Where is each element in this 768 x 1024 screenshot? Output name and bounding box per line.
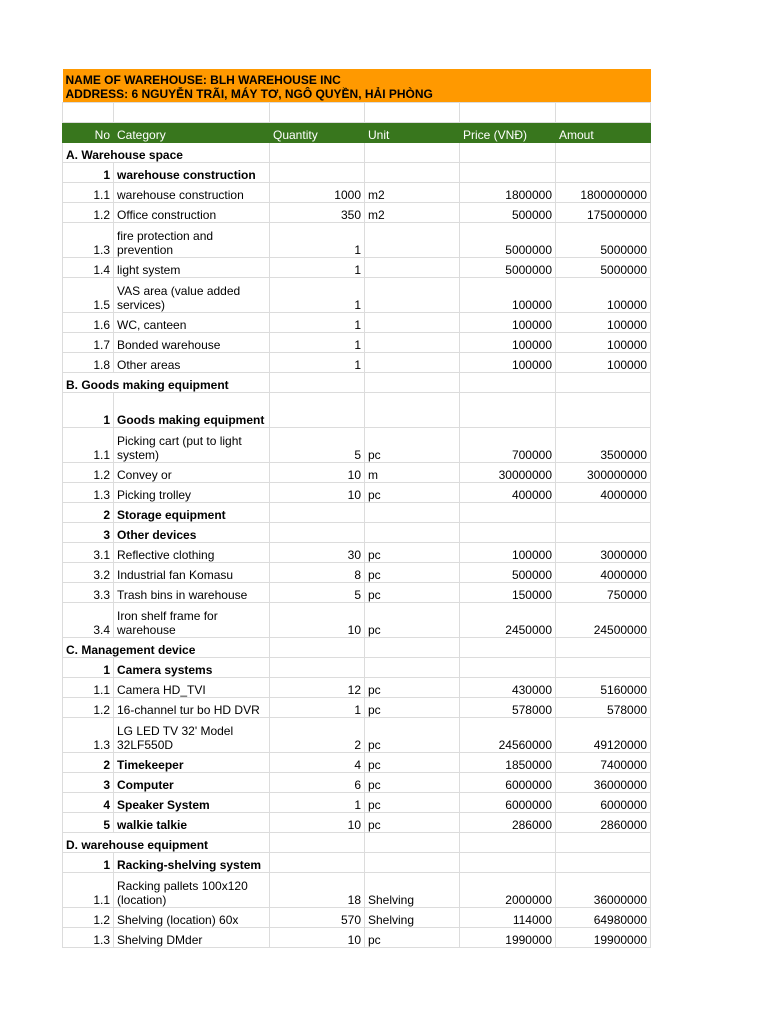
table-row: [63, 852, 651, 872]
cell-quantity[interactable]: 4: [270, 752, 365, 772]
cell-no[interactable]: 3.2: [63, 562, 114, 582]
cell-price[interactable]: 400000: [460, 482, 556, 502]
cell[interactable]: [365, 102, 460, 122]
cell-category[interactable]: warehouse construction: [114, 182, 270, 202]
cell-price[interactable]: [460, 162, 556, 182]
cell-no[interactable]: 2: [63, 752, 114, 772]
cell-no[interactable]: 3.1: [63, 542, 114, 562]
cell-amount[interactable]: 175000000: [556, 202, 651, 222]
table-row: [63, 582, 651, 602]
section-title[interactable]: C. Management device: [63, 637, 270, 657]
cell-quantity[interactable]: 10: [270, 812, 365, 832]
cell-no[interactable]: 1.3: [63, 717, 114, 752]
cell-no[interactable]: 1.3: [63, 482, 114, 502]
cell-no[interactable]: 1.1: [63, 427, 114, 462]
cell[interactable]: [114, 102, 270, 122]
cell-unit[interactable]: m2: [365, 202, 460, 222]
cell-amount[interactable]: 100000: [556, 277, 651, 312]
cell[interactable]: [460, 832, 556, 852]
cell-quantity[interactable]: [270, 522, 365, 542]
cell-quantity[interactable]: 350: [270, 202, 365, 222]
cell-price[interactable]: 6000000: [460, 772, 556, 792]
header-no[interactable]: No: [63, 122, 114, 142]
cell-price[interactable]: 100000: [460, 542, 556, 562]
cell[interactable]: [460, 142, 556, 162]
cell-unit[interactable]: [365, 502, 460, 522]
cell-unit[interactable]: [365, 522, 460, 542]
cell-no[interactable]: 3.4: [63, 602, 114, 637]
table-row: [63, 602, 651, 637]
cell[interactable]: [270, 637, 365, 657]
cell-category[interactable]: Computer: [114, 772, 270, 792]
cell-category[interactable]: Timekeeper: [114, 752, 270, 772]
header-amount[interactable]: Amout: [556, 122, 651, 142]
cell-category[interactable]: Convey or: [114, 462, 270, 482]
cell-no[interactable]: 1: [63, 162, 114, 182]
cell-amount[interactable]: [556, 162, 651, 182]
cell-amount[interactable]: 3000000: [556, 542, 651, 562]
header-row: [63, 122, 651, 142]
cell-amount[interactable]: 100000: [556, 312, 651, 332]
cell-no[interactable]: 1.6: [63, 312, 114, 332]
cell-no[interactable]: 1: [63, 392, 114, 427]
cell-unit[interactable]: [365, 257, 460, 277]
table-row: [63, 927, 651, 947]
cell-unit[interactable]: pc: [365, 602, 460, 637]
warehouse-address: ADDRESS: 6 NGUYỄN TRÃI, MÁY TƠ, NGÔ QUYỀN, HẢI PHÒNG: [65, 86, 433, 101]
cell-no[interactable]: 3: [63, 522, 114, 542]
cell-category[interactable]: Picking trolley: [114, 482, 270, 502]
table-row: [63, 657, 651, 677]
cell-price[interactable]: 700000: [460, 427, 556, 462]
cell-no[interactable]: 5: [63, 812, 114, 832]
section-title[interactable]: A. Warehouse space: [63, 142, 270, 162]
table-row: [63, 332, 651, 352]
cell-unit[interactable]: pc: [365, 927, 460, 947]
cell-amount[interactable]: 1800000000: [556, 182, 651, 202]
table-row: [63, 562, 651, 582]
cell-category[interactable]: Other devices: [114, 522, 270, 542]
cell-price[interactable]: 578000: [460, 697, 556, 717]
table-row: [63, 427, 651, 462]
cell-category[interactable]: Office construction: [114, 202, 270, 222]
cell-quantity[interactable]: 18: [270, 872, 365, 907]
table-row: [63, 277, 651, 312]
cell-price[interactable]: 1990000: [460, 927, 556, 947]
cell-category[interactable]: WC, canteen: [114, 312, 270, 332]
cell[interactable]: [460, 637, 556, 657]
cell-category[interactable]: Bonded warehouse: [114, 332, 270, 352]
table-row: [63, 752, 651, 772]
cell-price[interactable]: [460, 852, 556, 872]
cell-no[interactable]: 4: [63, 792, 114, 812]
cell[interactable]: [270, 102, 365, 122]
cell-quantity[interactable]: 1: [270, 312, 365, 332]
empty-row: [63, 102, 651, 122]
cell[interactable]: [460, 102, 556, 122]
cell-amount[interactable]: 100000: [556, 332, 651, 352]
cell-quantity[interactable]: 12: [270, 677, 365, 697]
table-row: [63, 257, 651, 277]
cell-quantity[interactable]: 30: [270, 542, 365, 562]
cell-category[interactable]: fire protection and prevention: [114, 222, 270, 257]
cell-amount[interactable]: [556, 502, 651, 522]
cell-price[interactable]: 2000000: [460, 872, 556, 907]
cell-amount[interactable]: [556, 852, 651, 872]
table-row: [63, 697, 651, 717]
cell-price[interactable]: 500000: [460, 202, 556, 222]
cell-amount[interactable]: 19900000: [556, 927, 651, 947]
cell-no[interactable]: 2: [63, 502, 114, 522]
title-row: [63, 69, 651, 102]
table-row: [63, 482, 651, 502]
cell-unit[interactable]: [365, 392, 460, 427]
cell-price[interactable]: 1800000: [460, 182, 556, 202]
cell-unit[interactable]: m2: [365, 182, 460, 202]
cell-category[interactable]: Trash bins in warehouse: [114, 582, 270, 602]
cell[interactable]: [556, 832, 651, 852]
cell-quantity[interactable]: 10: [270, 927, 365, 947]
cell-amount[interactable]: 3500000: [556, 427, 651, 462]
cell-unit[interactable]: [365, 162, 460, 182]
cell-price[interactable]: 5000000: [460, 257, 556, 277]
cell-no[interactable]: 1.8: [63, 352, 114, 372]
cell-price[interactable]: 100000: [460, 332, 556, 352]
cell-unit[interactable]: m: [365, 462, 460, 482]
cell-amount[interactable]: 100000: [556, 352, 651, 372]
cell-quantity[interactable]: [270, 162, 365, 182]
table-row: [63, 717, 651, 752]
cell-amount[interactable]: 49120000: [556, 717, 651, 752]
spreadsheet: [62, 69, 650, 948]
cell-quantity[interactable]: [270, 657, 365, 677]
cell-unit[interactable]: [365, 352, 460, 372]
cell[interactable]: [556, 142, 651, 162]
cell-price[interactable]: 24560000: [460, 717, 556, 752]
cell-category[interactable]: Other areas: [114, 352, 270, 372]
cell-amount[interactable]: 750000: [556, 582, 651, 602]
cell-quantity[interactable]: 1: [270, 792, 365, 812]
title-cell[interactable]: [63, 69, 651, 102]
cell[interactable]: [460, 372, 556, 392]
cell-no[interactable]: 3.3: [63, 582, 114, 602]
cell-price[interactable]: 5000000: [460, 222, 556, 257]
cell-amount[interactable]: 36000000: [556, 772, 651, 792]
cell-category[interactable]: Racking pallets 100x120 (location): [114, 872, 270, 907]
cell-amount[interactable]: 578000: [556, 697, 651, 717]
header-quantity[interactable]: Quantity: [270, 122, 365, 142]
cell-quantity[interactable]: 1: [270, 332, 365, 352]
cell-no[interactable]: 3: [63, 772, 114, 792]
cell-no[interactable]: 1.1: [63, 872, 114, 907]
cell-category[interactable]: walkie talkie: [114, 812, 270, 832]
cell-no[interactable]: 1.1: [63, 677, 114, 697]
cell-category[interactable]: Reflective clothing: [114, 542, 270, 562]
cell-amount[interactable]: [556, 657, 651, 677]
cell-price[interactable]: 30000000: [460, 462, 556, 482]
warehouse-cost-table: [62, 69, 651, 948]
cell-quantity[interactable]: 1: [270, 352, 365, 372]
cell-unit[interactable]: Shelving: [365, 907, 460, 927]
cell-no[interactable]: 1.5: [63, 277, 114, 312]
cell-category[interactable]: Shelving DMder: [114, 927, 270, 947]
cell-amount[interactable]: 5160000: [556, 677, 651, 697]
cell-quantity[interactable]: 2: [270, 717, 365, 752]
cell-price[interactable]: [460, 522, 556, 542]
cell[interactable]: [270, 142, 365, 162]
cell-amount[interactable]: 6000000: [556, 792, 651, 812]
cell-unit[interactable]: pc: [365, 792, 460, 812]
cell-quantity[interactable]: 1: [270, 697, 365, 717]
cell-price[interactable]: 114000: [460, 907, 556, 927]
cell-no[interactable]: 1.3: [63, 222, 114, 257]
cell-no[interactable]: 1.2: [63, 697, 114, 717]
table-row: [63, 812, 651, 832]
cell-no[interactable]: 1.2: [63, 202, 114, 222]
table-row: [63, 462, 651, 482]
table-row: [63, 182, 651, 202]
cell-no[interactable]: 1.7: [63, 332, 114, 352]
cell-unit[interactable]: pc: [365, 562, 460, 582]
cell-category[interactable]: Shelving (location) 60x: [114, 907, 270, 927]
cell-no[interactable]: 1.2: [63, 462, 114, 482]
cell-price[interactable]: 100000: [460, 277, 556, 312]
cell[interactable]: [365, 372, 460, 392]
cell-quantity[interactable]: 5: [270, 427, 365, 462]
cell-price[interactable]: 2450000: [460, 602, 556, 637]
cell-amount[interactable]: 64980000: [556, 907, 651, 927]
cell[interactable]: [365, 142, 460, 162]
cell-price[interactable]: 1850000: [460, 752, 556, 772]
cell-quantity[interactable]: [270, 502, 365, 522]
cell-quantity[interactable]: [270, 852, 365, 872]
cell-quantity[interactable]: [270, 392, 365, 427]
cell-quantity[interactable]: 1000: [270, 182, 365, 202]
cell-category[interactable]: light system: [114, 257, 270, 277]
cell-category[interactable]: 16-channel tur bo HD DVR: [114, 697, 270, 717]
cell-amount[interactable]: [556, 522, 651, 542]
cell-category[interactable]: Speaker System: [114, 792, 270, 812]
cell-price[interactable]: 430000: [460, 677, 556, 697]
cell-no[interactable]: 1.3: [63, 927, 114, 947]
cell-unit[interactable]: [365, 312, 460, 332]
cell-quantity[interactable]: 10: [270, 482, 365, 502]
cell-unit[interactable]: pc: [365, 717, 460, 752]
table-row: [63, 352, 651, 372]
cell-category[interactable]: Camera HD_TVI: [114, 677, 270, 697]
table-row: [63, 162, 651, 182]
header-price[interactable]: Price (VNĐ): [460, 122, 556, 142]
cell-amount[interactable]: 300000000: [556, 462, 651, 482]
cell-price[interactable]: [460, 392, 556, 427]
cell-price[interactable]: [460, 502, 556, 522]
cell[interactable]: [556, 102, 651, 122]
cell-quantity[interactable]: 10: [270, 602, 365, 637]
cell-unit[interactable]: pc: [365, 812, 460, 832]
cell-quantity[interactable]: 570: [270, 907, 365, 927]
table-row: [63, 772, 651, 792]
cell[interactable]: [556, 372, 651, 392]
cell-price[interactable]: [460, 657, 556, 677]
cell-amount[interactable]: 5000000: [556, 222, 651, 257]
cell-unit[interactable]: pc: [365, 677, 460, 697]
cell-price[interactable]: 100000: [460, 352, 556, 372]
cell-unit[interactable]: pc: [365, 582, 460, 602]
cell-quantity[interactable]: 5: [270, 582, 365, 602]
cell-amount[interactable]: 7400000: [556, 752, 651, 772]
cell[interactable]: [365, 832, 460, 852]
cell-amount[interactable]: 24500000: [556, 602, 651, 637]
header-category[interactable]: Category: [114, 122, 270, 142]
cell-unit[interactable]: pc: [365, 427, 460, 462]
cell-unit[interactable]: pc: [365, 772, 460, 792]
cell-category[interactable]: Storage equipment: [114, 502, 270, 522]
cell-no[interactable]: 1.2: [63, 907, 114, 927]
cell-unit[interactable]: pc: [365, 752, 460, 772]
cell[interactable]: [270, 832, 365, 852]
table-row: [63, 522, 651, 542]
cell-amount[interactable]: 2860000: [556, 812, 651, 832]
cell[interactable]: [63, 102, 114, 122]
cell-category[interactable]: Industrial fan Komasu: [114, 562, 270, 582]
cell-no[interactable]: 1: [63, 657, 114, 677]
cell-no[interactable]: 1: [63, 852, 114, 872]
cell-price[interactable]: 100000: [460, 312, 556, 332]
cell-amount[interactable]: 5000000: [556, 257, 651, 277]
section-title[interactable]: B. Goods making equipment: [63, 372, 270, 392]
cell-no[interactable]: 1.4: [63, 257, 114, 277]
cell-category[interactable]: Camera systems: [114, 657, 270, 677]
cell-amount[interactable]: 4000000: [556, 562, 651, 582]
cell[interactable]: [365, 637, 460, 657]
section-row: [63, 832, 651, 852]
cell-price[interactable]: 6000000: [460, 792, 556, 812]
cell-amount[interactable]: 4000000: [556, 482, 651, 502]
table-row: [63, 907, 651, 927]
cell-category[interactable]: VAS area (value added services): [114, 277, 270, 312]
cell-unit[interactable]: pc: [365, 482, 460, 502]
cell-quantity[interactable]: 1: [270, 222, 365, 257]
cell-category[interactable]: warehouse construction: [114, 162, 270, 182]
cell-unit[interactable]: [365, 277, 460, 312]
table-row: [63, 542, 651, 562]
cell-unit[interactable]: pc: [365, 697, 460, 717]
section-row: [63, 637, 651, 657]
cell-category[interactable]: LG LED TV 32' Model 32LF550D: [114, 717, 270, 752]
table-row: [63, 222, 651, 257]
cell-quantity[interactable]: 6: [270, 772, 365, 792]
cell-category[interactable]: Racking-shelving system: [114, 852, 270, 872]
warehouse-name: NAME OF WAREHOUSE: BLH WAREHOUSE INC: [65, 72, 341, 87]
cell-quantity[interactable]: 10: [270, 462, 365, 482]
cell-unit[interactable]: [365, 222, 460, 257]
cell[interactable]: [556, 637, 651, 657]
cell-price[interactable]: 500000: [460, 562, 556, 582]
table-row: [63, 792, 651, 812]
cell-category[interactable]: Goods making equipment: [114, 392, 270, 427]
table-row: [63, 677, 651, 697]
table-row: [63, 312, 651, 332]
table-row: [63, 872, 651, 907]
cell-no[interactable]: 1.1: [63, 182, 114, 202]
table-row: [63, 202, 651, 222]
cell-category[interactable]: Picking cart (put to light system): [114, 427, 270, 462]
cell-unit[interactable]: [365, 332, 460, 352]
cell-unit[interactable]: [365, 852, 460, 872]
header-unit[interactable]: Unit: [365, 122, 460, 142]
cell-price[interactable]: 150000: [460, 582, 556, 602]
cell-amount[interactable]: 36000000: [556, 872, 651, 907]
cell[interactable]: [270, 372, 365, 392]
cell-unit[interactable]: pc: [365, 542, 460, 562]
cell-amount[interactable]: [556, 392, 651, 427]
cell-unit[interactable]: Shelving: [365, 872, 460, 907]
cell-category[interactable]: Iron shelf frame for warehouse: [114, 602, 270, 637]
cell-quantity[interactable]: 8: [270, 562, 365, 582]
table-row: [63, 392, 651, 427]
cell-quantity[interactable]: 1: [270, 257, 365, 277]
cell-quantity[interactable]: 1: [270, 277, 365, 312]
table-row: [63, 502, 651, 522]
section-title[interactable]: D. warehouse equipment: [63, 832, 270, 852]
cell-unit[interactable]: [365, 657, 460, 677]
section-row: [63, 142, 651, 162]
cell-price[interactable]: 286000: [460, 812, 556, 832]
section-row: [63, 372, 651, 392]
